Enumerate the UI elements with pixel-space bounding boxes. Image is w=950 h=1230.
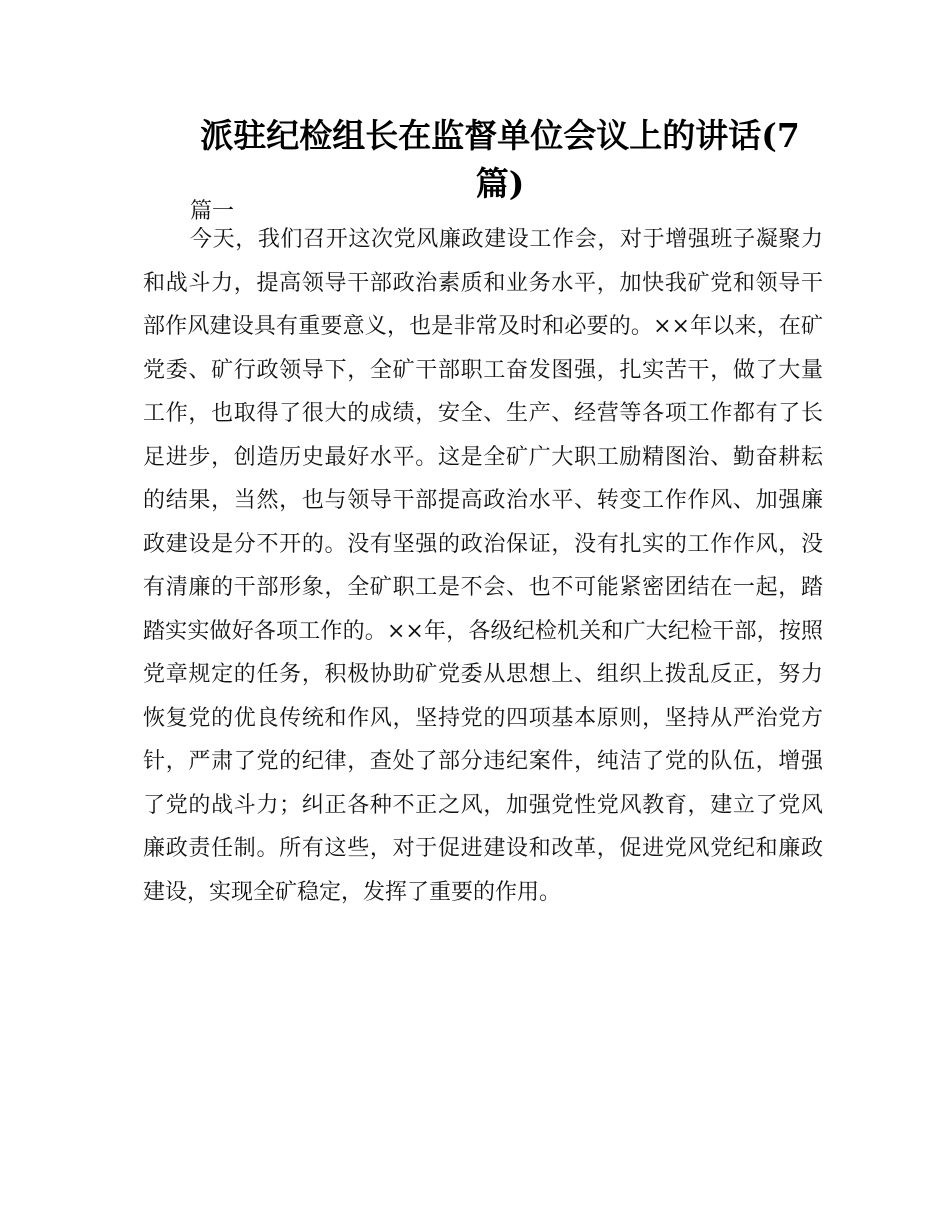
body-paragraph: 今天，我们召开这次党风廉政建设工作会，对于增强班子凝聚力和战斗力，提高领导干部政治素质和业务水平，加快我矿党和领导干部作风建设具有重要意义，也是非常及时和必要的。××年以来，在矿党委、矿行政领导下，全矿干部职工奋发图强，扎实苦干，做了大量工作，也取得了很大的成绩，安全、生产、经营等各项工作都有了长足进步，创造历史最好水平。这是全矿广大职工励精图治、勤奋耕耘的结果，当然，也与领导干部提高政治水平、转变工作作风、加强廉政建设是分不开的。没有坚强的政治保证，没有扎实的工作作风，没有清廉的干部形象，全矿职工是不会、也不可能紧密团结在一起，踏踏实实做好各项工作的。××年，各级纪检机关和广大纪检干部，按照党章规定的任务，积极协助矿党委从思想上、组织上拨乱反正，努力恢复党的优良传统和作风，坚持党的四项基本原则，坚持从严治党方针，严肃了党的纪律，查处了部分违纪案件，纯洁了党的队伍，增强了党的战斗力；纠正各种不正之风，加强党性党风教育，建立了党风廉政责任制。所有这些，对于促进建设和改革，促进党风党纪和廉政建设，实现全矿稳定，发挥了重要的作用。 [143, 227, 823, 905]
section-label: 篇一 [190, 199, 235, 224]
document-title: 派驻纪检组长在监督单位会议上的讲话(7篇) [200, 116, 800, 203]
